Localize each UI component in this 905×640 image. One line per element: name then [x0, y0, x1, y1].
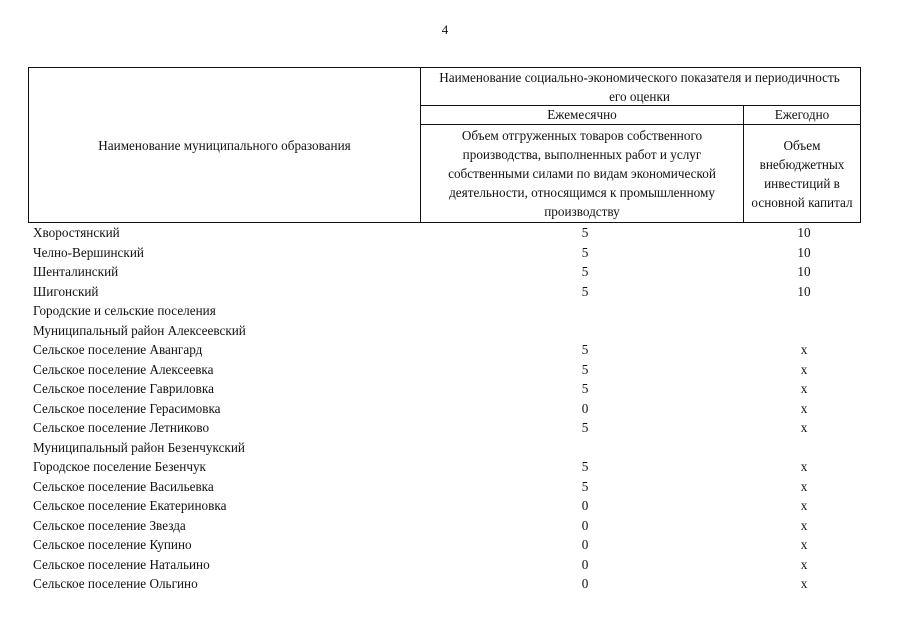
table-row: [0, 360, 905, 380]
monthly-value: 5: [581, 381, 589, 396]
municipality-name: Сельское поселение Васильевка: [33, 478, 214, 494]
yearly-value: 10: [797, 244, 811, 260]
header-divider-main: [420, 68, 421, 222]
table-row: [0, 457, 905, 477]
yearly-value: х: [800, 420, 808, 435]
municipality-name: Шигонский: [33, 283, 99, 299]
monthly-value: 5: [581, 420, 589, 435]
yearly-value: х: [800, 400, 808, 416]
table-row: [0, 574, 905, 594]
monthly-value: 5: [581, 459, 589, 474]
municipality-name: Сельское поселение Купино: [33, 537, 192, 552]
table-row: [0, 340, 905, 360]
yearly-header: Ежегодно: [774, 107, 830, 122]
monthly-value: 0: [581, 498, 589, 513]
municipality-name: Сельское поселение Летниково: [33, 420, 210, 435]
monthly-value: 0: [581, 537, 589, 552]
yearly-value: х: [800, 498, 808, 513]
monthly-value: 5: [581, 264, 589, 279]
page-number: 4: [441, 22, 449, 37]
municipality-name: Сельское поселение Алексеевка: [33, 361, 214, 377]
municipality-name: Муниципальный район Алексеевский: [33, 322, 246, 338]
table-row: [0, 555, 905, 575]
table-row: [0, 516, 905, 536]
monthly-value: 5: [581, 244, 589, 260]
monthly-indicator-header: Объем отгруженных товаров собственного производства, выполненных работ и услуг собственными силами по видам экономической деятельности, относящимся к промышленному производству: [448, 128, 716, 219]
table-row: [0, 262, 905, 282]
yearly-indicator-header: Объем внебюджетных инвестиций в основной капитал: [751, 137, 853, 210]
monthly-value: 0: [581, 400, 589, 416]
municipality-name: Сельское поселение Екатериновка: [33, 498, 227, 513]
table-row: [0, 535, 905, 555]
municipality-name: Городское поселение Безенчук: [33, 459, 206, 474]
yearly-value: х: [800, 381, 808, 396]
yearly-value: х: [800, 361, 808, 377]
municipality-name: Сельское поселение Гавриловка: [33, 381, 214, 396]
monthly-value: 0: [581, 576, 589, 591]
municipality-name: Шенталинский: [33, 264, 119, 279]
monthly-value: 5: [581, 478, 589, 494]
table-row: [0, 379, 905, 399]
yearly-value: х: [800, 459, 808, 474]
table-row: [0, 438, 905, 458]
monthly-value: 5: [581, 283, 589, 299]
yearly-value: х: [800, 576, 808, 591]
yearly-value: 10: [797, 264, 811, 279]
yearly-value: 10: [797, 225, 811, 240]
indicator-title-header: Наименование социально-экономического показателя и периодичность его оценки: [439, 69, 840, 104]
yearly-value: х: [800, 537, 808, 552]
table-row: [0, 301, 905, 321]
table-row: [0, 321, 905, 341]
municipality-column-header: Наименование муниципального образования: [98, 137, 351, 153]
table-row: [0, 496, 905, 516]
municipality-name: Челно-Вершинский: [33, 244, 144, 260]
municipality-name: Сельское поселение Ольгино: [33, 576, 198, 591]
monthly-value: 0: [581, 517, 589, 533]
table-header: [28, 67, 861, 223]
table-row: [0, 418, 905, 438]
yearly-value: х: [800, 556, 808, 572]
municipality-name: Сельское поселение Герасимовка: [33, 400, 221, 416]
table-row: [0, 243, 905, 263]
monthly-value: 5: [581, 225, 589, 240]
yearly-value: х: [800, 517, 808, 533]
table-row: [0, 399, 905, 419]
yearly-value: х: [800, 478, 808, 494]
table-row: [0, 223, 905, 243]
monthly-value: 5: [581, 361, 589, 377]
monthly-value: 5: [581, 342, 589, 357]
yearly-value: х: [800, 342, 808, 357]
table-row: [0, 477, 905, 497]
table-body: [0, 223, 905, 594]
monthly-value: 0: [581, 556, 589, 572]
monthly-header: Ежемесячно: [547, 107, 617, 122]
municipality-name: Муниципальный район Безенчукский: [33, 439, 245, 455]
municipality-name: Сельское поселение Авангард: [33, 342, 203, 357]
municipality-name: Сельское поселение Звезда: [33, 517, 186, 533]
table-row: [0, 282, 905, 302]
yearly-value: 10: [797, 283, 811, 299]
municipality-name: Хворостянский: [33, 225, 120, 240]
municipality-name: Городские и сельские поселения: [33, 303, 216, 318]
municipality-name: Сельское поселение Натальино: [33, 556, 210, 572]
